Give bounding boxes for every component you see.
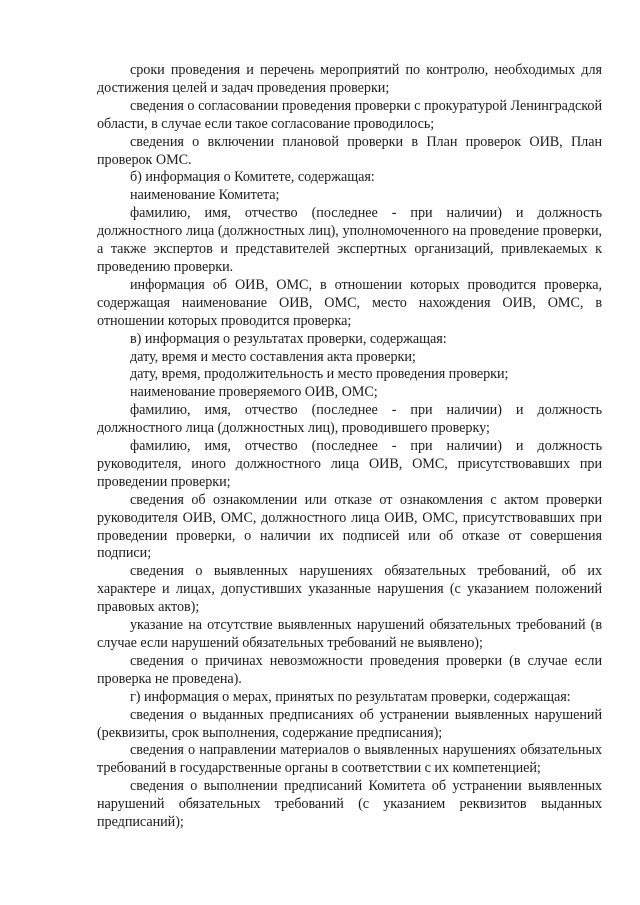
paragraph: информация об ОИВ, ОМС, в отношении которых проводится проверка, содержащая наименование ОИВ, ОМС, место нахождения ОИВ, ОМС, в отношении которых проводится проверка; bbox=[97, 276, 602, 329]
paragraph: сведения об ознакомлении или отказе от ознакомления с актом проверки руководителя ОИВ, ОМС, должностного лица ОИВ, ОМС, присутствовавших при проведении проверки, о наличии их подписей или об отказе от совершения подписи; bbox=[97, 491, 602, 562]
paragraph: фамилию, имя, отчество (последнее - при наличии) и должность должностного лица (должностных лиц), уполномоченного на проведение проверки, а также экспертов и представителей экспертных организаций, привлекаемых к проведению проверки. bbox=[97, 205, 602, 275]
section-heading: в) информация о результатах проверки, содержащая: bbox=[130, 330, 447, 347]
section-heading: б) информация о Комитете, содержащая: bbox=[130, 169, 375, 186]
paragraph: наименование проверяемого ОИВ, ОМС; bbox=[130, 384, 378, 401]
paragraph: сведения о согласовании проведения проверки с прокуратурой Ленинградской области, в случае если такое согласование проводилось; bbox=[97, 97, 602, 132]
section-heading: г) информация о мерах, принятых по результатам проверки, содержащая: bbox=[130, 688, 571, 705]
paragraph: сведения о направлении материалов о выявленных нарушениях обязательных требований в государственные органы в соответствии с их компетенцией; bbox=[97, 742, 602, 777]
paragraph: фамилию, имя, отчество (последнее - при наличии) и должность руководителя, иного должностного лица ОИВ, ОМС, присутствовавших при проведении проверки; bbox=[97, 438, 602, 490]
paragraph: сведения о выполнении предписаний Комитета об устранении выявленных нарушений обязательных требований (с указанием реквизитов выданных предписаний); bbox=[97, 778, 602, 831]
paragraph: сроки проведения и перечень мероприятий по контролю, необходимых для достижения целей и задач проведения проверки; bbox=[97, 62, 602, 96]
paragraph: фамилию, имя, отчество (последнее - при наличии) и должность должностного лица (должностных лиц), проводившего проверку; bbox=[97, 402, 602, 437]
paragraph: дату, время и место составления акта проверки; bbox=[130, 348, 416, 365]
paragraph: наименование Комитета; bbox=[130, 187, 280, 204]
document-page bbox=[97, 62, 602, 832]
paragraph: указание на отсутствие выявленных нарушений обязательных требований (в случае если нарушений обязательных требований не выявлено); bbox=[97, 617, 602, 651]
paragraph: сведения о причинах невозможности проведения проверки (в случае если проверка не проведена). bbox=[97, 652, 602, 687]
paragraph: дату, время, продолжительность и место проведения проверки; bbox=[130, 366, 509, 383]
paragraph: сведения о выданных предписаниях об устранении выявленных нарушений (реквизиты, срок выполнения, содержание предписания); bbox=[97, 706, 602, 741]
paragraph: сведения о включении плановой проверки в План проверок ОИВ, План проверок ОМС. bbox=[97, 133, 602, 168]
paragraph: сведения о выявленных нарушениях обязательных требований, об их характере и лицах, допустивших указанные нарушения (с указанием положений правовых актов); bbox=[97, 563, 602, 616]
